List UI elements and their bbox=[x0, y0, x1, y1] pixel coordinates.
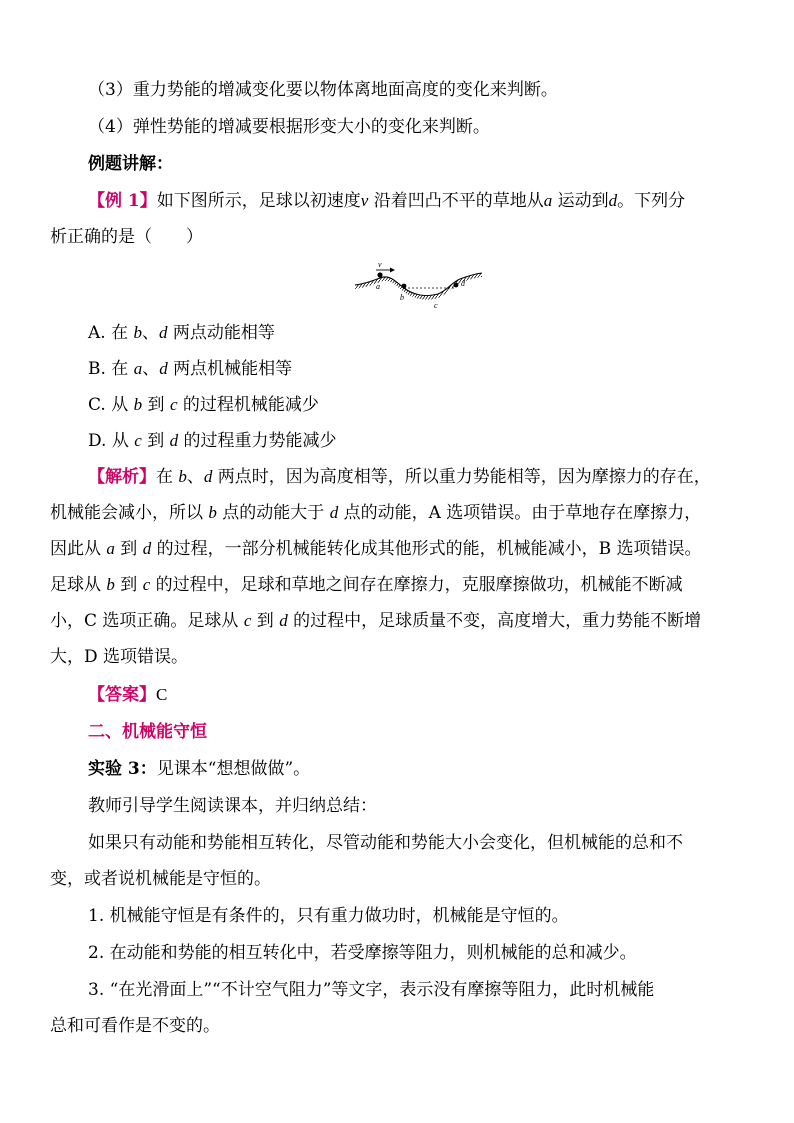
answer-line bbox=[88, 684, 748, 706]
label-b: b bbox=[400, 293, 404, 302]
velocity-arrowhead bbox=[390, 268, 395, 273]
teacher-guide: 教师引导学生阅读课本，并归纳总结： bbox=[88, 796, 377, 816]
label-c: c bbox=[434, 301, 438, 310]
answer-value: C bbox=[156, 685, 168, 704]
answer-tag: 【答案】 bbox=[88, 685, 156, 705]
example-1-question-line2: 析正确的是（ ） bbox=[50, 227, 203, 247]
point-2: 2. 在动能和势能的相互转化中，若受摩擦等阻力，则机械能的总和减少。 bbox=[88, 943, 637, 963]
terrain-figure bbox=[350, 256, 490, 312]
ball-at-b bbox=[402, 284, 407, 289]
analysis-line-5: 小，C 选项正确。足球从 c 到 d 的过程中，足球质量不变，高度增大，重力势能不断增 bbox=[50, 611, 702, 631]
rule-item-4: （4）弹性势能的增减要根据形变大小的变化来判断。 bbox=[88, 117, 490, 137]
analysis-line-3: 因此从 a 到 d 的过程，一部分机械能转化成其他形式的能，机械能减小，B 选项错误。 bbox=[50, 539, 702, 559]
label-v: v bbox=[378, 260, 382, 269]
option-d: D. 从 c 到 d 的过程重力势能减少 bbox=[88, 431, 337, 451]
option-c: C. 从 b 到 c 的过程机械能减少 bbox=[88, 395, 319, 415]
example-1-tag: 【例 1】 bbox=[88, 191, 157, 211]
analysis-line-2: 机械能会减小，所以 b 点的动能大于 d 点的动能，A 选项错误。由于草地存在摩擦力， bbox=[50, 503, 702, 523]
experiment-3-label: 实验 3： bbox=[88, 759, 157, 779]
label-d: d bbox=[461, 279, 465, 288]
point-3-line-1: 3. “在光滑面上”“不计空气阻力”等文字，表示没有摩擦等阻力，此时机械能 bbox=[88, 980, 655, 1000]
conservation-para-line-2: 变，或者说机械能是守恒的。 bbox=[50, 869, 271, 889]
point-1: 1. 机械能守恒是有条件的，只有重力做功时，机械能是守恒的。 bbox=[88, 906, 569, 926]
option-b: B. 在 a、d 两点机械能相等 bbox=[88, 359, 293, 379]
ball-at-a bbox=[377, 272, 382, 277]
examples-heading: 例题讲解： bbox=[88, 154, 173, 174]
section-2-heading: 二、机械能守恒 bbox=[88, 722, 207, 742]
label-a: a bbox=[376, 282, 380, 291]
analysis-line-1: 【解析】在 b、d 两点时，因为高度相等，所以重力势能相等，因为摩擦力的存在， bbox=[88, 467, 711, 487]
option-a: A. 在 b、d 两点动能相等 bbox=[88, 323, 275, 343]
analysis-tag: 【解析】 bbox=[88, 467, 156, 487]
analysis-line-4: 足球从 b 到 c 的过程中，足球和草地之间存在摩擦力，克服摩擦做功，机械能不断减 bbox=[50, 575, 683, 595]
point-3-line-2: 总和可看作是不变的。 bbox=[50, 1016, 220, 1036]
experiment-3: 实验 3：见课本“想想做做”。 bbox=[88, 759, 311, 779]
analysis-line-6: 大，D 选项错误。 bbox=[50, 647, 189, 667]
ball-at-d bbox=[454, 283, 459, 288]
example-1-question: 【例 1】如下图所示，足球以初速度v 沿着凹凸不平的草地从a 运动到d。下列分 bbox=[88, 191, 686, 211]
conservation-para-line-1: 如果只有动能和势能相互转化，尽管动能和势能大小会变化，但机械能的总和不 bbox=[88, 833, 683, 853]
rule-item-3: （3）重力势能的增减变化要以物体离地面高度的变化来判断。 bbox=[88, 80, 558, 100]
